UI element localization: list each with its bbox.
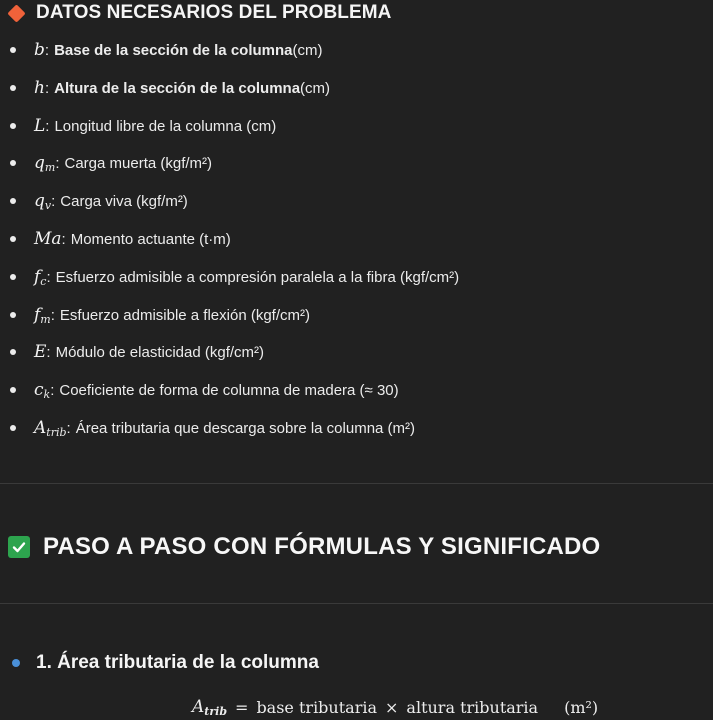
area-formula bbox=[192, 694, 598, 720]
colon: : bbox=[46, 343, 51, 361]
variable-symbol: f bbox=[34, 267, 41, 287]
variable-description: Momento actuante (t·m) bbox=[70, 230, 231, 248]
check-mark-icon bbox=[8, 536, 30, 558]
colon: : bbox=[45, 117, 50, 135]
bullet-icon bbox=[10, 274, 16, 280]
list-item bbox=[0, 226, 231, 252]
variable-description: Esfuerzo admisible a flexión (kgf/cm²) bbox=[59, 306, 310, 324]
list-item bbox=[0, 37, 323, 63]
colon: : bbox=[51, 192, 56, 210]
colon: : bbox=[50, 381, 55, 399]
variable-description: Carga muerta (kgf/m²) bbox=[64, 154, 213, 172]
bullet-icon bbox=[10, 47, 16, 53]
colon: : bbox=[46, 268, 51, 286]
variable-symbol: A bbox=[34, 418, 47, 438]
variable-symbol: q bbox=[34, 153, 45, 173]
formula-lhs-subscript: trib bbox=[204, 704, 228, 718]
variable-subscript: v bbox=[44, 198, 52, 212]
variable-description: Módulo de elasticidad (kgf/cm²) bbox=[55, 343, 265, 361]
formula-term-1: base tributaria bbox=[256, 697, 377, 717]
variable-unit: (cm) bbox=[292, 41, 323, 59]
variable-description: Longitud libre de la columna (cm) bbox=[54, 117, 277, 135]
variable-subscript: trib bbox=[46, 425, 67, 439]
variable-description: Coeficiente de forma de columna de madera (≈ 30) bbox=[59, 381, 399, 399]
divider bbox=[0, 603, 713, 604]
formula-term-2: altura tributaria bbox=[406, 697, 539, 717]
colon: : bbox=[44, 41, 50, 59]
list-item bbox=[0, 188, 188, 214]
variable-symbol: Ma bbox=[34, 229, 62, 249]
divider bbox=[0, 483, 713, 484]
colon: : bbox=[55, 154, 60, 172]
variable-symbol: f bbox=[34, 305, 41, 325]
bullet-icon bbox=[10, 387, 16, 393]
variable-description: Esfuerzo admisible a compresión paralela a la fibra (kgf/cm²) bbox=[55, 268, 460, 286]
bullet-icon bbox=[10, 123, 16, 129]
bullet-icon bbox=[10, 198, 16, 204]
step-1-title: 1. Área tributaria de la columna bbox=[36, 652, 319, 673]
list-item bbox=[0, 150, 212, 176]
bullet-icon bbox=[10, 160, 16, 166]
bullet-icon bbox=[10, 85, 16, 91]
variable-subscript: c bbox=[40, 274, 47, 288]
bullet-icon bbox=[10, 349, 16, 355]
variable-subscript: m bbox=[40, 312, 51, 326]
variable-subscript: m bbox=[44, 160, 56, 174]
formula-lhs-symbol: A bbox=[192, 697, 205, 717]
list-item bbox=[0, 302, 310, 328]
step-section-title: PASO A PASO CON FÓRMULAS Y SIGNIFICADO bbox=[43, 533, 601, 560]
variable-symbol: b bbox=[34, 40, 45, 60]
colon: : bbox=[61, 230, 66, 248]
bullet-icon bbox=[10, 312, 16, 318]
list-item bbox=[0, 75, 330, 101]
formula-unit: (m²) bbox=[564, 697, 599, 717]
step-1-header bbox=[8, 650, 319, 676]
variable-symbol: E bbox=[34, 342, 47, 362]
variable-symbol: h bbox=[34, 78, 45, 98]
list-item bbox=[0, 113, 276, 139]
blue-bullet-icon bbox=[12, 659, 20, 667]
section-header-datos bbox=[6, 0, 392, 26]
list-item bbox=[0, 377, 399, 403]
section-header-paso bbox=[8, 530, 600, 564]
variable-symbol: L bbox=[34, 116, 46, 136]
section-title: DATOS NECESARIOS DEL PROBLEMA bbox=[36, 2, 392, 23]
variable-description: Carga viva (kgf/m²) bbox=[60, 192, 188, 210]
colon: : bbox=[66, 419, 71, 437]
bullet-icon bbox=[10, 425, 16, 431]
variable-description: Base de la sección de la columna bbox=[54, 41, 293, 59]
formula-equals: = bbox=[235, 697, 249, 717]
variable-subscript: k bbox=[43, 387, 51, 401]
orange-diamond-icon bbox=[7, 4, 25, 22]
variable-symbol: q bbox=[34, 191, 45, 211]
colon: : bbox=[50, 306, 55, 324]
bullet-icon bbox=[10, 236, 16, 242]
variable-description: Área tributaria que descarga sobre la columna (m²) bbox=[75, 419, 416, 437]
variable-symbol: c bbox=[34, 380, 44, 400]
list-item bbox=[0, 264, 459, 290]
variable-unit: (cm) bbox=[300, 79, 331, 97]
list-item bbox=[0, 415, 415, 441]
variable-description: Altura de la sección de la columna bbox=[54, 79, 301, 97]
list-item bbox=[0, 339, 264, 365]
colon: : bbox=[44, 79, 50, 97]
formula-times: × bbox=[385, 697, 399, 717]
